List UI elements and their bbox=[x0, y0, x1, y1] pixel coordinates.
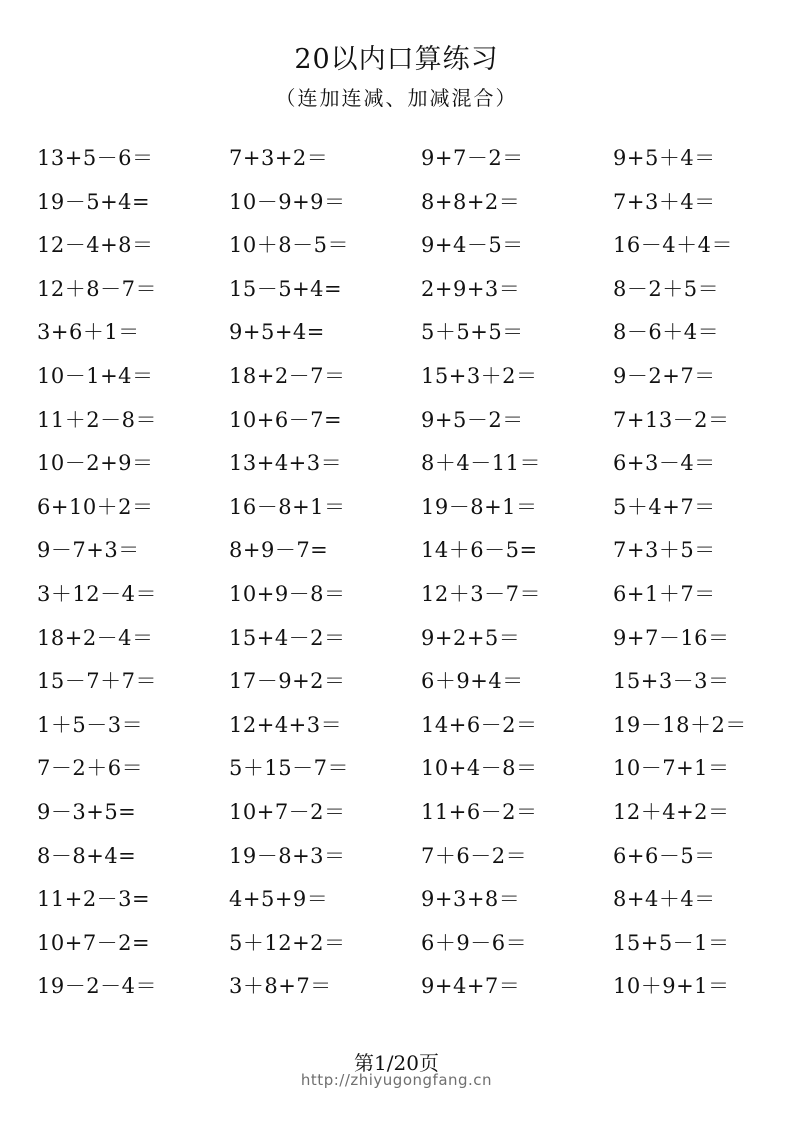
problem-item: 15+4－2＝ bbox=[229, 625, 346, 650]
problem-item: 15－7＋7＝ bbox=[37, 669, 157, 694]
problem-item: 10+6－7= bbox=[229, 407, 343, 432]
problem-item: 16－4＋4＝ bbox=[613, 233, 733, 258]
problem-item: 9+7－16＝ bbox=[613, 625, 730, 650]
problem-item: 12＋8－7＝ bbox=[37, 276, 157, 301]
problem-item: 9+5－2＝ bbox=[421, 407, 524, 432]
problem-item: 8+4＋4＝ bbox=[613, 887, 716, 912]
problem-item: 10－7+1＝ bbox=[613, 756, 730, 781]
problem-item: 10－9+9＝ bbox=[229, 189, 346, 214]
worksheet-title: 20以内口算练习 bbox=[294, 44, 499, 75]
problem-item: 15－5+4= bbox=[229, 276, 343, 301]
problem-item: 19－5+4= bbox=[37, 189, 151, 214]
problem-item: 12－4+8＝ bbox=[37, 233, 154, 258]
problem-item: 15+5－1＝ bbox=[613, 930, 730, 955]
problem-item: 6+10＋2＝ bbox=[37, 494, 154, 519]
problem-item: 10+9－8＝ bbox=[229, 581, 346, 606]
problem-item: 12+4+3＝ bbox=[229, 712, 343, 737]
problem-item: 4+5+9＝ bbox=[229, 887, 329, 912]
problem-item: 9－3+5= bbox=[37, 799, 137, 824]
problem-item: 10－1+4＝ bbox=[37, 363, 154, 388]
problem-item: 15+3＋2＝ bbox=[421, 363, 538, 388]
problem-item: 19－2－4＝ bbox=[37, 974, 157, 999]
problem-item: 7+13－2＝ bbox=[613, 407, 730, 432]
problem-item: 8+8+2＝ bbox=[421, 189, 521, 214]
problem-item: 12＋3－7＝ bbox=[421, 581, 541, 606]
problem-item: 7+3＋4＝ bbox=[613, 189, 716, 214]
problem-item: 8+9－7= bbox=[229, 538, 329, 563]
problem-item: 6+3－4＝ bbox=[613, 451, 716, 476]
problem-item: 18+2－7＝ bbox=[229, 363, 346, 388]
problem-item: 10+7－2= bbox=[37, 930, 151, 955]
page-number: 第1/20页 bbox=[354, 1051, 439, 1075]
problem-item: 1＋5－3＝ bbox=[37, 712, 144, 737]
problem-item: 10＋8－5＝ bbox=[229, 233, 349, 258]
problem-item: 18+2－4＝ bbox=[37, 625, 154, 650]
problem-item: 10－2+9＝ bbox=[37, 451, 154, 476]
problem-item: 19－18＋2＝ bbox=[613, 712, 747, 737]
problem-item: 6＋9+4＝ bbox=[421, 669, 524, 694]
problem-item: 9+5＋4＝ bbox=[613, 146, 716, 170]
problem-item: 5＋4+7＝ bbox=[613, 494, 716, 519]
problem-item: 3＋12－4＝ bbox=[37, 581, 157, 606]
problem-item: 19－8+1＝ bbox=[421, 494, 538, 519]
problem-item: 11＋2－8＝ bbox=[37, 407, 157, 432]
problem-item: 9－2+7＝ bbox=[613, 363, 716, 388]
problem-item: 19－8+3＝ bbox=[229, 843, 346, 868]
watermark-url: http://zhiyugongfang.cn bbox=[300, 1071, 493, 1089]
problem-item: 8－6＋4＝ bbox=[613, 320, 720, 345]
problem-item: 16－8+1＝ bbox=[229, 494, 346, 519]
problem-item: 3＋8+7＝ bbox=[229, 974, 332, 999]
problem-item: 7+3＋5＝ bbox=[613, 538, 716, 563]
problem-item: 10+4－8＝ bbox=[421, 756, 538, 781]
problem-item: 7－2＋6＝ bbox=[37, 756, 144, 781]
problem-item: 9+7－2＝ bbox=[421, 146, 524, 170]
problem-item: 9+4+7＝ bbox=[421, 974, 521, 999]
problem-item: 5＋5+5＝ bbox=[421, 320, 524, 345]
problem-item: 7＋6－2＝ bbox=[421, 843, 528, 868]
problem-item: 11+6－2＝ bbox=[421, 799, 538, 824]
problem-item: 9+2+5＝ bbox=[421, 625, 521, 650]
problem-grid bbox=[37, 140, 787, 1012]
problem-item: 13+4+3＝ bbox=[229, 451, 343, 476]
problem-item: 17－9+2＝ bbox=[229, 669, 346, 694]
problem-item: 7+3+2＝ bbox=[229, 146, 329, 170]
problem-item: 12＋4+2＝ bbox=[613, 799, 730, 824]
problem-item: 5＋12+2＝ bbox=[229, 930, 346, 955]
problem-item: 9+4－5＝ bbox=[421, 233, 524, 258]
problem-item: 9－7+3＝ bbox=[37, 538, 140, 563]
problem-item: 11+2－3= bbox=[37, 887, 151, 912]
problem-item: 9+5+4= bbox=[229, 320, 325, 345]
problem-item: 14＋6－5= bbox=[421, 538, 538, 563]
problem-item: 10+7－2＝ bbox=[229, 799, 346, 824]
problem-item: 14+6－2＝ bbox=[421, 712, 538, 737]
problem-item: 8＋4－11＝ bbox=[421, 451, 541, 476]
problem-item: 8－8+4= bbox=[37, 843, 137, 868]
problem-item: 3+6＋1＝ bbox=[37, 320, 140, 345]
problem-item: 8－2＋5＝ bbox=[613, 276, 720, 301]
problem-item: 13+5－6＝ bbox=[37, 146, 154, 170]
worksheet-subtitle: （连加连减、加减混合） bbox=[275, 86, 518, 110]
problem-item: 6+6－5＝ bbox=[613, 843, 716, 868]
problem-item: 15+3－3＝ bbox=[613, 669, 730, 694]
problem-item: 6＋9－6＝ bbox=[421, 930, 528, 955]
problem-item: 2+9+3＝ bbox=[421, 276, 521, 301]
problem-item: 9+3+8＝ bbox=[421, 887, 521, 912]
problem-item: 6+1＋7＝ bbox=[613, 581, 716, 606]
problem-item: 10＋9+1＝ bbox=[613, 974, 730, 999]
problem-item: 5＋15－7＝ bbox=[229, 756, 349, 781]
